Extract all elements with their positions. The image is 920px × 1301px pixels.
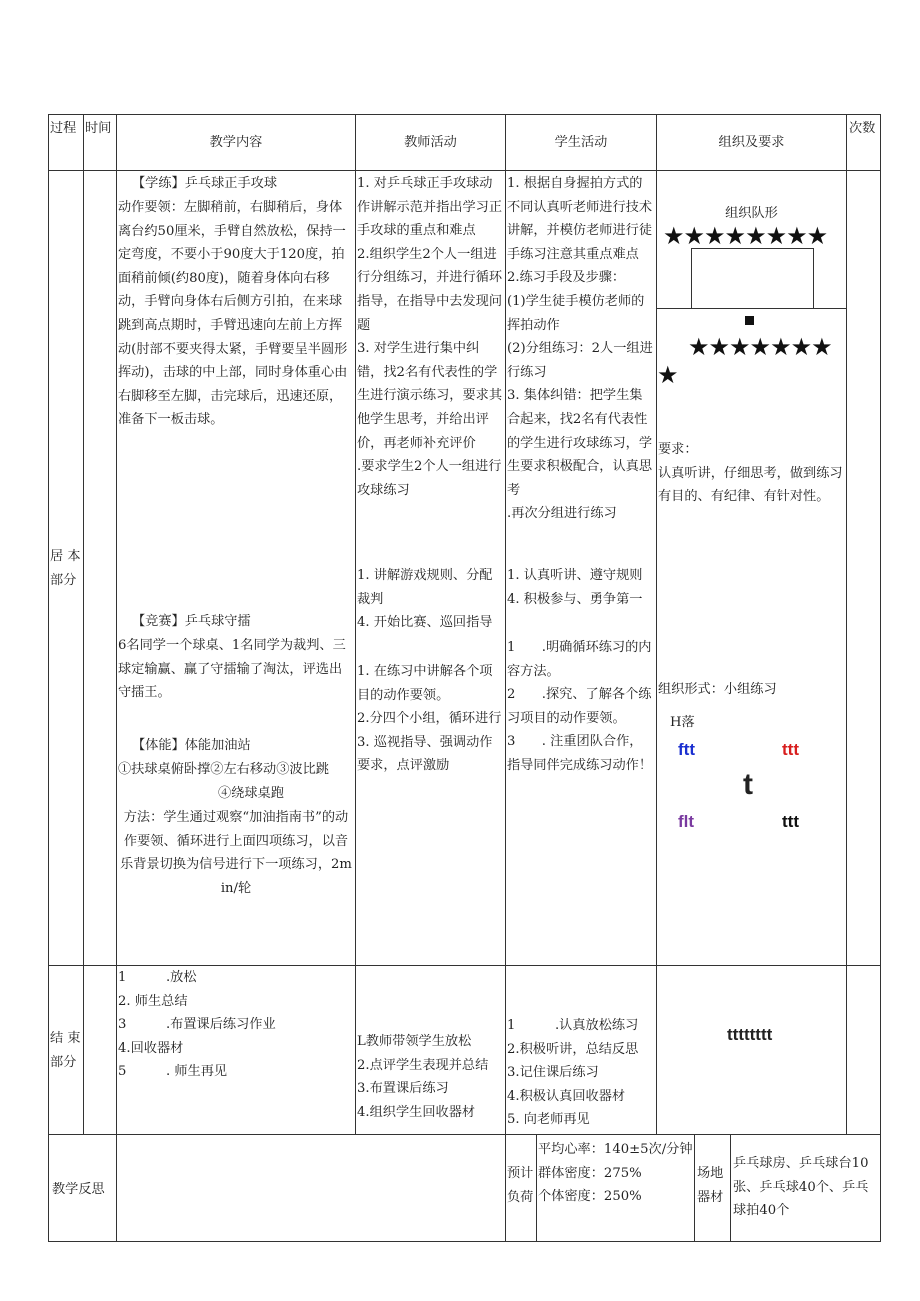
header-student: 学生活动 [554, 135, 608, 150]
basic-content-title-fitness: 【体能】体能加油站 [132, 738, 251, 753]
org-fig-t: t [743, 768, 753, 801]
reflect-label: 教学反思 [52, 1182, 105, 1197]
basic-content-title-competition: 【竞赛】乒乓球守擂 [132, 614, 251, 629]
org-form: 组织形式：小组练习 [658, 682, 777, 697]
org-star-single: ★ [657, 361, 678, 389]
basic-student-2: 1. 认真听讲、遵守规则 4. 积极参与、勇争第一 [507, 568, 643, 607]
site-label: 场地 器材 [697, 1166, 724, 1205]
org-fig-ttt2: ttt [782, 812, 799, 831]
org-fig-ftt: ftt [678, 740, 695, 759]
basic-content-essentials: 动作要领：左脚稍前，右脚稍后，身体离台约50厘米，手臂自然放松，保持一定弯度，不要小于90度大于120度，拍面稍前倾(约80度)，随着身体向右移动，手臂向身体右后侧方引拍，在来球跳到高点期时，手臂迅速向左前上方挥动(肘部不要夹得太紧，手臂要呈半圆形挥动)，击球的中上部，同时身体重心由右脚移至左脚，击完球后，迅速还原，准备下一板击球。 [118, 200, 348, 428]
header-times: 次数 [849, 121, 876, 136]
site-text: 乒乓球房、乒乓球台10张、乒乓球40个、乒乓球拍40个 [733, 1156, 869, 1219]
org-stars-top: ★★★★★★★★ [663, 222, 828, 250]
org-stars-mid: ★★★★★★★ [688, 333, 832, 361]
org-title: 组织队形 [725, 206, 778, 221]
end-label: 结 束 部分 [50, 1031, 81, 1070]
org-teacher-marker [745, 316, 754, 325]
org-table-outline [691, 248, 814, 308]
basic-content-method: 方法：学生通过观察“加油指南书”的动作要领、循环进行上面四项练习，以音乐背景切换为信号进行下一项练习，2min/轮 [120, 810, 352, 896]
header-process: 过程 [50, 121, 77, 136]
org-requirements: 要求： 认真听讲，仔细思考，做到练习有目的、有纪律、有针对性。 [658, 442, 843, 505]
basic-content-fitness-items: ①扶球桌俯卧撑②左右移动③波比跳 [118, 762, 329, 777]
header-org: 组织及要求 [718, 135, 785, 150]
basic-student-1: 1. 根据自身握拍方式的不同认真听老师进行技术讲解，并模仿老师进行徒手练习注意其重点难点 2.练习手段及步骤： (1)学生徒手模仿老师的挥拍动作 (2)分组练习：2人一组进行练习 3. 集体纠错：把学生集合起来，找2名有代表性的学生进行攻球练习，学生要求积极配合，认真思考 .再次分组进行练习 [507, 176, 653, 522]
org-fig-flt: flt [678, 812, 695, 831]
basic-content-title-practice: 【学练】乒乓球正手攻球 [132, 176, 278, 191]
load-label: 预计 负荷 [507, 1166, 534, 1205]
org-fig-ttt: ttt [782, 740, 799, 759]
basic-label: 居 本 部分 [50, 549, 81, 588]
basic-teacher-1: 1. 对乒乓球正手攻球动作讲解示范并指出学习正手攻球的重点和难点 2.组织学生2个人一组进行分组练习，并进行循环指导，在指导中去发现问题 3. 对学生进行集中纠错，找2名有代表性的学生进行演示练习，要求其他学生思考，并给出评价，再老师补充评价 .要求学生2个人一组进行攻球练习 [357, 176, 503, 498]
load-text: 平均心率：140±5次/分钟 群体密度：275% 个体密度：250% [538, 1142, 693, 1205]
basic-teacher-2: 1. 讲解游戏规则、分配裁判 4. 开始比赛、巡回指导 [357, 568, 493, 631]
header-time: 时间 [85, 121, 112, 136]
header-content: 教学内容 [209, 135, 263, 150]
end-student: 1 .认真放松练习 2.积极听讲，总结反思 3.记住课后练习 4.积极认真回收器材 5. 向老师再见 [507, 1018, 639, 1128]
basic-teacher-3: 1. 在练习中讲解各个项目的动作要领。 2.分四个小组，循环进行 3. 巡视指导、强调动作要求，点评激励 [357, 664, 502, 774]
basic-content-competition: 6名同学一个球桌、1名同学为裁判、三球定输赢、赢了守擂输了淘汰，评选出守擂王。 [118, 638, 346, 701]
end-teacher: L教师带领学生放松 2.点评学生表现并总结 3.布置课后练习 4.组织学生回收器材 [357, 1034, 489, 1120]
end-org-formation: tttttttt [727, 1025, 773, 1044]
basic-content-fitness-item4: ④绕球桌跑 [218, 786, 284, 801]
basic-student-3: 1 .明确循环练习的内容方法。 2 .探究、了解各个练习项目的动作要领。 3 . 注重团队合作，指导同伴完成练习动作！ [507, 640, 653, 773]
header-teacher: 教师活动 [404, 135, 457, 150]
end-content: 1 .放松 2. 师生总结 3 .布置课后练习作业 4.回收器材 5 . 师生再见 [118, 970, 276, 1080]
org-h-label: H落 [670, 715, 695, 730]
